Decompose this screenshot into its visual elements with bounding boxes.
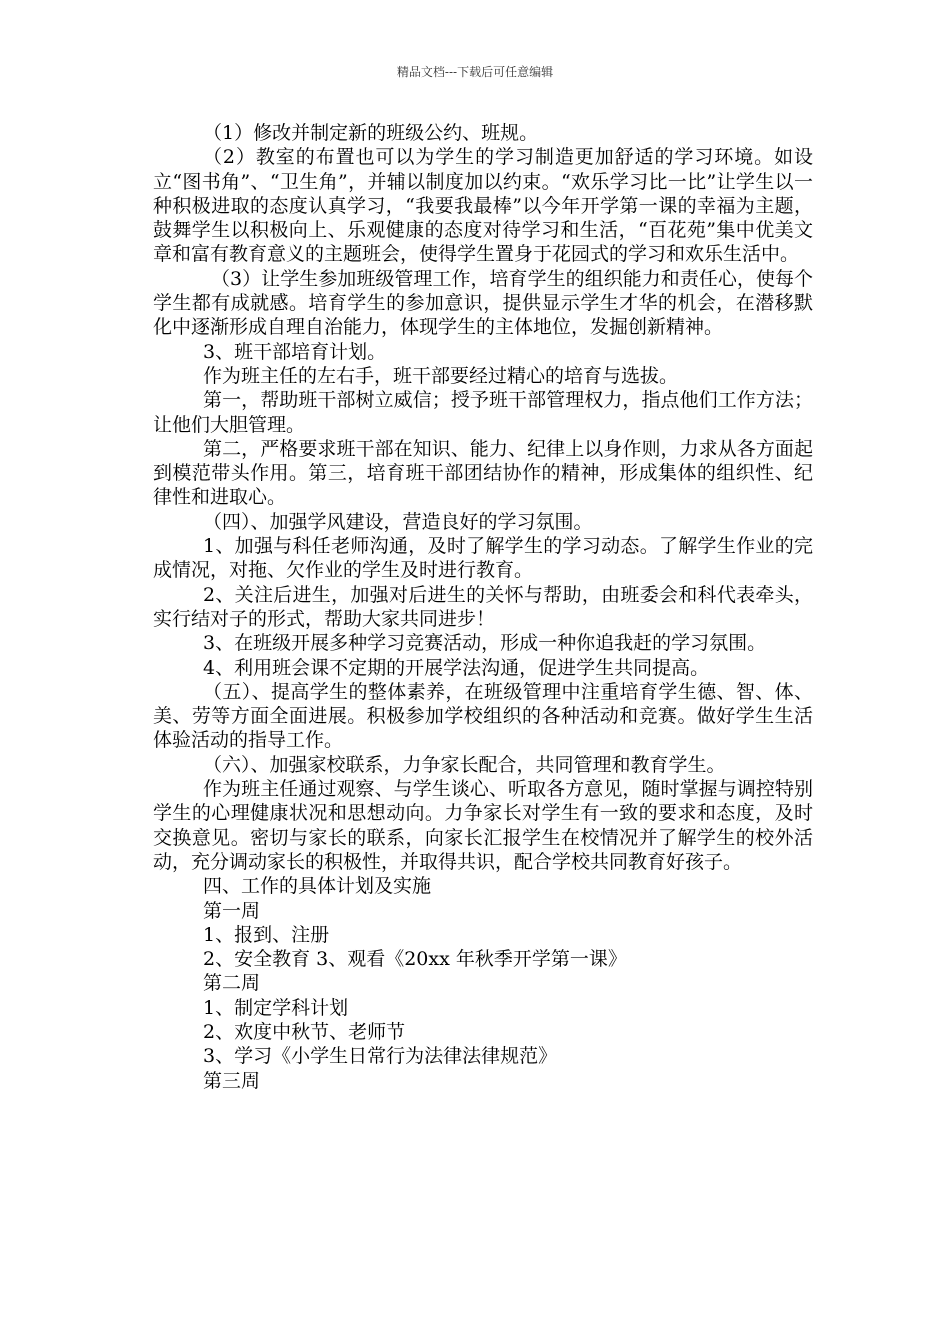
paragraph: 4、利用班会课不定期的开展学法沟通，促进学生共同提高。	[203, 656, 710, 679]
paragraph: （3）让学生参加班级管理工作，培育学生的组织能力和责任心，使每个学生都有成就感。培育学生的参加意识，提供显示学生才华的机会，在潜移默化中逐渐形成自理自治能力，体现学生的主体地位，发掘创新精神。	[153, 267, 813, 339]
paragraph: 作为班主任通过观察、与学生谈心、听取各方意见，随时掌握与调控特别学生的心理健康状况和思想动向。力争家长对学生有一致的要求和态度，及时交换意见。密切与家长的联系，向家长汇报学生在校情况并了解学生的校外活动，充分调动家长的积极性，并取得共识，配合学校共同教育好孩子。	[153, 778, 813, 873]
paragraph: （六）、加强家校联系，力争家长配合，共同管理和教育学生。	[203, 753, 726, 776]
week-heading: 第二周	[203, 972, 261, 995]
week-heading: 第三周	[203, 1069, 261, 1092]
week-heading: 第一周	[203, 899, 261, 922]
list-item: 3、学习《小学生日常行为法律法律规范》	[203, 1045, 558, 1068]
list-item: 1、报到、注册	[203, 923, 330, 946]
page-header: 精品文档---下载后可任意编辑	[396, 65, 554, 79]
paragraph: 第二，严格要求班干部在知识、能力、纪律上以身作则，力求从各方面起到模范带头作用。第三，培育班干部团结协作的精神，形成集体的组织性、纪律性和进取心。	[153, 437, 813, 509]
paragraph: 2、关注后进生，加强对后进生的关怀与帮助，由班委会和科代表牵头，实行结对子的形式，帮助大家共同进步！	[153, 583, 813, 630]
document-body	[153, 121, 813, 1093]
paragraph: 3、班干部培育计划。	[203, 340, 387, 363]
list-item: 1、制定学科计划	[203, 996, 349, 1019]
paragraph: （1）修改并制定新的班级公约、班规。	[203, 122, 539, 144]
paragraph: 3、在班级开展多种学习竞赛活动，形成一种你追我赶的学习氛围。	[203, 632, 767, 655]
section-heading: 四、工作的具体计划及实施	[203, 875, 432, 898]
list-item: 2、欢度中秋节、老师节	[203, 1020, 406, 1043]
paragraph: 第一，帮助班干部树立威信；授予班干部管理权力，指点他们工作方法；让他们大胆管理。	[153, 389, 813, 436]
list-item: 2、安全教育 3、观看《20xx 年秋季开学第一课》	[203, 948, 627, 971]
paragraph: 1、加强与科任老师沟通，及时了解学生的学习动态。了解学生作业的完成情况，对拖、欠作业的学生及时进行教育。	[153, 535, 813, 582]
paragraph: （2）教室的布置也可以为学生的学习制造更加舒适的学习环境。如设立“图书角”、“卫生角”，并辅以制度加以约束。“欢乐学习比一比”让学生以一种积极进取的态度认真学习，“我要我最棒”以今年开学第一课的幸福为主题，鼓舞学生以积极向上、乐观健康的态度对待学习和生活，“百花苑”集中优美文章和富有教育意义的主题班会，使得学生置身于花园式的学习和欢乐生活中。	[153, 146, 813, 266]
paragraph: 作为班主任的左右手，班干部要经过精心的培育与选拔。	[203, 364, 679, 387]
paragraph: （五）、提高学生的整体素养，在班级管理中注重培育学生德、智、体、美、劳等方面全面进展。积极参加学校组织的各种活动和竞赛。做好学生生活体验活动的指导工作。	[153, 680, 813, 752]
paragraph: （四）、加强学风建设，营造良好的学习氛围。	[203, 510, 593, 533]
